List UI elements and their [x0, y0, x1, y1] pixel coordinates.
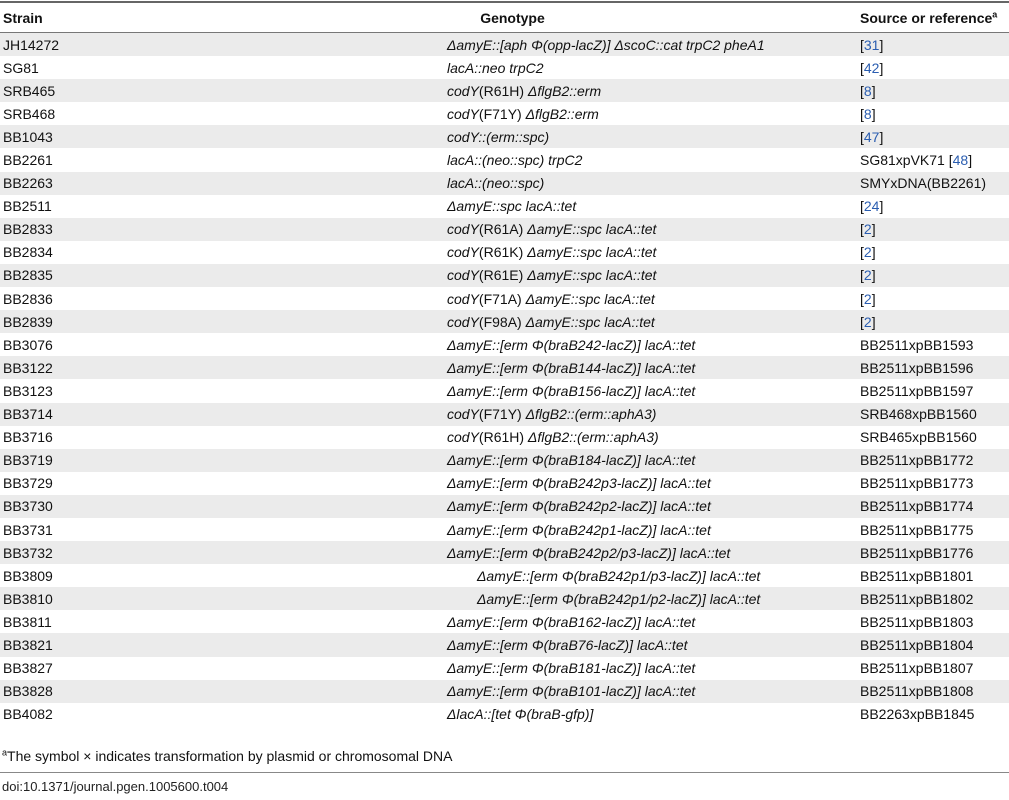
source-text: [ [860, 221, 864, 238]
genotype-cell: ΔamyE::[erm Φ(braB242-lacZ)] lacA::tet [447, 336, 696, 353]
table-row [0, 195, 1009, 218]
source-text-end: ] [871, 105, 876, 122]
table-row [0, 33, 1009, 57]
source-text: [ [860, 105, 864, 122]
source-cell [860, 472, 1009, 495]
table-row [0, 218, 1009, 241]
source-cell [860, 241, 1009, 264]
source-cell [860, 310, 1009, 333]
source-cell [860, 356, 1009, 379]
source-cell [860, 633, 1009, 656]
genotype-cell: ΔamyE::[erm Φ(braB242p1-lacZ)] lacA::tet [447, 521, 711, 538]
strain-cell: BB3714 [0, 403, 165, 426]
strain-cell: BB3730 [0, 495, 165, 518]
source-text: BB2511xpBB1803 [860, 613, 974, 630]
strain-cell: BB3719 [0, 449, 165, 472]
source-cell [860, 564, 1009, 587]
source-text-end: ] [871, 82, 876, 99]
table-row [0, 541, 1009, 564]
source-text-end: ] [968, 152, 973, 169]
footnote-text: The symbol × indicates transformation by plasmid or chromosomal DNA [7, 748, 453, 764]
source-text-end: ] [871, 221, 876, 238]
genotype-cell: codY::(erm::spc) [165, 125, 860, 148]
header-genotype: Genotype [165, 4, 860, 33]
table-top-rule [0, 1, 1009, 3]
source-cell [860, 610, 1009, 633]
strain-cell: BB3122 [0, 356, 165, 379]
source-cell [860, 449, 1009, 472]
source-cell [860, 495, 1009, 518]
genotype-cell: ΔamyE::[erm Φ(braB101-lacZ)] lacA::tet [165, 680, 860, 703]
strain-cell: SRB468 [3, 105, 56, 122]
source-text-end: ] [871, 244, 876, 261]
table-row [0, 703, 1009, 726]
source-cell [860, 195, 1009, 218]
genotype-cell: ΔamyE::[erm Φ(braB156-lacZ)] lacA::tet [447, 382, 696, 399]
source-text: BB2511xpBB1808 [860, 683, 974, 700]
strain-cell: BB3827 [3, 660, 53, 677]
table-row [0, 172, 1009, 195]
reference-link[interactable]: 2 [863, 221, 872, 238]
genotype-cell: codY(R61H) ΔflgB2::erm [165, 79, 860, 102]
source-text: BB2511xpBB1772 [860, 452, 974, 469]
source-cell [860, 56, 1009, 79]
strain-cell: BB2839 [0, 310, 165, 333]
source-text: [ [860, 59, 864, 76]
source-cell [860, 287, 1009, 310]
table-row [0, 241, 1009, 264]
source-text-end: ] [871, 267, 876, 284]
table-row [0, 102, 1009, 125]
source-text: BB2511xpBB1776 [860, 544, 974, 561]
source-text: [ [860, 82, 864, 99]
strain-cell: BB2834 [3, 244, 53, 261]
strain-cell: BB3828 [0, 680, 165, 703]
genotype-cell: codY(F71A) ΔamyE::spc lacA::tet [447, 290, 655, 307]
table-footnote [2, 748, 452, 764]
source-text: [ [860, 313, 864, 330]
header-source [860, 4, 1009, 33]
reference-link[interactable]: 2 [863, 267, 872, 284]
footer-rule [0, 772, 1009, 773]
source-text: SRB465xpBB1560 [860, 429, 977, 446]
source-text-end: ] [879, 36, 884, 53]
source-cell [860, 33, 1009, 57]
header-source-label: Source or reference [860, 10, 993, 26]
genotype-cell: lacA::neo trpC2 [447, 59, 544, 76]
strain-cell: BB3732 [0, 541, 165, 564]
genotype-cell: codY(R61K) ΔamyE::spc lacA::tet [447, 244, 657, 261]
footnote-mark: a [2, 747, 8, 758]
genotype-cell: ΔamyE::[aph Φ(opp-lacZ)] ΔscoC::cat trpC2 pheA1 [165, 33, 860, 57]
genotype-cell: ΔamyE::[erm Φ(braB184-lacZ)] lacA::tet [165, 449, 860, 472]
source-cell [860, 333, 1009, 356]
strain-cell: SG81 [3, 59, 39, 76]
genotype-cell: codY(F71Y) ΔflgB2::(erm::aphA3) [165, 403, 860, 426]
source-text: [ [860, 36, 864, 53]
source-cell [860, 703, 1009, 726]
reference-link[interactable]: 24 [863, 198, 880, 215]
header-strain: Strain [0, 4, 165, 33]
table-row [0, 403, 1009, 426]
source-text: SMYxDNA(BB2261) [860, 175, 987, 192]
table-row [0, 657, 1009, 680]
table-row [0, 125, 1009, 148]
source-text: BB2511xpBB1802 [860, 590, 974, 607]
source-cell [860, 79, 1009, 102]
source-text: BB2263xpBB1845 [860, 706, 975, 723]
source-text: [ [860, 290, 864, 307]
strain-cell: BB2263 [0, 172, 165, 195]
genotype-cell: ΔamyE::[erm Φ(braB162-lacZ)] lacA::tet [447, 613, 696, 630]
genotype-cell: ΔamyE::[erm Φ(braB242p1/p2-lacZ)] lacA::tet [165, 587, 860, 610]
header-source-footnote-mark: a [992, 9, 998, 20]
table-row [0, 148, 1009, 171]
reference-link[interactable]: 42 [863, 59, 880, 76]
genotype-cell: ΔamyE::[erm Φ(braB76-lacZ)] lacA::tet [165, 633, 860, 656]
source-text: BB2511xpBB1804 [860, 636, 974, 653]
source-text: [ [860, 267, 864, 284]
source-cell [860, 102, 1009, 125]
genotype-cell: ΔamyE::[erm Φ(braB242p3-lacZ)] lacA::tet [447, 475, 711, 492]
genotype-cell: codY(R61E) ΔamyE::spc lacA::tet [165, 264, 860, 287]
source-cell [860, 379, 1009, 402]
table-row [0, 610, 1009, 633]
table-row [0, 264, 1009, 287]
source-cell [860, 541, 1009, 564]
source-text: [ [860, 244, 864, 261]
table-row [0, 356, 1009, 379]
reference-link[interactable]: 2 [863, 244, 872, 261]
reference-link[interactable]: 48 [952, 152, 969, 169]
genotype-cell: codY(R61A) ΔamyE::spc lacA::tet [165, 218, 860, 241]
table-row [0, 379, 1009, 402]
strain-cell: JH14272 [0, 33, 165, 57]
source-cell [860, 218, 1009, 241]
genotype-cell: codY(F98A) ΔamyE::spc lacA::tet [165, 310, 860, 333]
source-text-end: ] [871, 290, 876, 307]
source-text: BB2511xpBB1775 [860, 521, 974, 538]
strain-cell: BB3076 [3, 336, 53, 353]
source-text: [ [860, 128, 864, 145]
strain-cell: BB4082 [3, 706, 53, 723]
strain-cell: BB2833 [0, 218, 165, 241]
source-text: BB2511xpBB1596 [860, 359, 974, 376]
strain-cell: BB3811 [3, 613, 52, 630]
strain-cell: BB3821 [0, 633, 165, 656]
genotype-cell: codY(F71Y) ΔflgB2::erm [447, 105, 599, 122]
table-row [0, 287, 1009, 310]
reference-link[interactable]: 2 [863, 290, 872, 307]
table-row [0, 79, 1009, 102]
table-row [0, 518, 1009, 541]
strain-cell: BB2511 [3, 198, 52, 215]
reference-link[interactable]: 8 [863, 82, 872, 99]
table-row [0, 472, 1009, 495]
source-cell [860, 587, 1009, 610]
source-cell [860, 148, 1009, 171]
source-text: BB2511xpBB1593 [860, 336, 974, 353]
source-cell [860, 426, 1009, 449]
source-cell [860, 680, 1009, 703]
reference-link[interactable]: 47 [863, 128, 880, 145]
strain-cell: BB3123 [3, 382, 53, 399]
genotype-cell: ΔamyE::spc lacA::tet [447, 198, 577, 215]
strain-cell: BB2835 [0, 264, 165, 287]
source-text-end: ] [879, 59, 884, 76]
genotype-cell: codY(R61H) ΔflgB2::(erm::aphA3) [447, 429, 659, 446]
table-row [0, 680, 1009, 703]
source-cell [860, 518, 1009, 541]
table-body [0, 33, 1009, 726]
genotype-cell: lacA::(neo::spc) trpC2 [447, 152, 583, 169]
table-row [0, 333, 1009, 356]
strain-cell: BB3809 [3, 567, 53, 584]
table-row [0, 426, 1009, 449]
strain-cell: BB3731 [3, 521, 53, 538]
source-text: [ [860, 198, 864, 215]
table-row [0, 56, 1009, 79]
genotype-cell: ΔlacA::[tet Φ(braB-gfp)] [447, 706, 594, 723]
genotype-cell: ΔamyE::[erm Φ(braB242p2-lacZ)] lacA::tet [165, 495, 860, 518]
source-text-end: ] [871, 313, 876, 330]
source-text: SRB468xpBB1560 [860, 406, 977, 423]
reference-link[interactable]: 8 [863, 105, 872, 122]
table-row [0, 564, 1009, 587]
source-cell [860, 125, 1009, 148]
table-row [0, 587, 1009, 610]
source-cell [860, 657, 1009, 680]
source-text: BB2511xpBB1597 [860, 382, 974, 399]
table-row [0, 495, 1009, 518]
source-text: BB2511xpBB1807 [860, 660, 974, 677]
reference-link[interactable]: 31 [863, 36, 880, 53]
source-cell [860, 403, 1009, 426]
table-row [0, 633, 1009, 656]
strain-cell: BB3729 [3, 475, 53, 492]
genotype-cell: ΔamyE::[erm Φ(braB242p1/p3-lacZ)] lacA::tet [477, 567, 761, 584]
source-text-end: ] [879, 128, 884, 145]
strains-table [0, 4, 1009, 726]
source-text-end: ] [879, 198, 884, 215]
strain-cell: SRB465 [0, 79, 165, 102]
source-text: SG81xpVK71 [ [860, 152, 953, 169]
doi-text: doi:10.1371/journal.pgen.1005600.t004 [2, 779, 229, 794]
table-row [0, 310, 1009, 333]
strain-cell: BB3810 [0, 587, 165, 610]
source-cell [860, 172, 1009, 195]
table-row [0, 449, 1009, 472]
genotype-cell: ΔamyE::[erm Φ(braB242p2/p3-lacZ)] lacA::tet [165, 541, 860, 564]
genotype-cell: ΔamyE::[erm Φ(braB181-lacZ)] lacA::tet [447, 660, 696, 677]
source-cell [860, 264, 1009, 287]
genotype-cell: lacA::(neo::spc) [165, 172, 860, 195]
source-text: BB2511xpBB1774 [860, 498, 974, 515]
source-text: BB2511xpBB1801 [860, 567, 974, 584]
strain-cell: BB3716 [3, 429, 53, 446]
source-text: BB2511xpBB1773 [860, 475, 974, 492]
strain-cell: BB2261 [3, 152, 53, 169]
genotype-cell: ΔamyE::[erm Φ(braB144-lacZ)] lacA::tet [165, 356, 860, 379]
reference-link[interactable]: 2 [863, 313, 872, 330]
header-row [0, 4, 1009, 33]
strain-cell: BB2836 [3, 290, 53, 307]
strain-cell: BB1043 [0, 125, 165, 148]
